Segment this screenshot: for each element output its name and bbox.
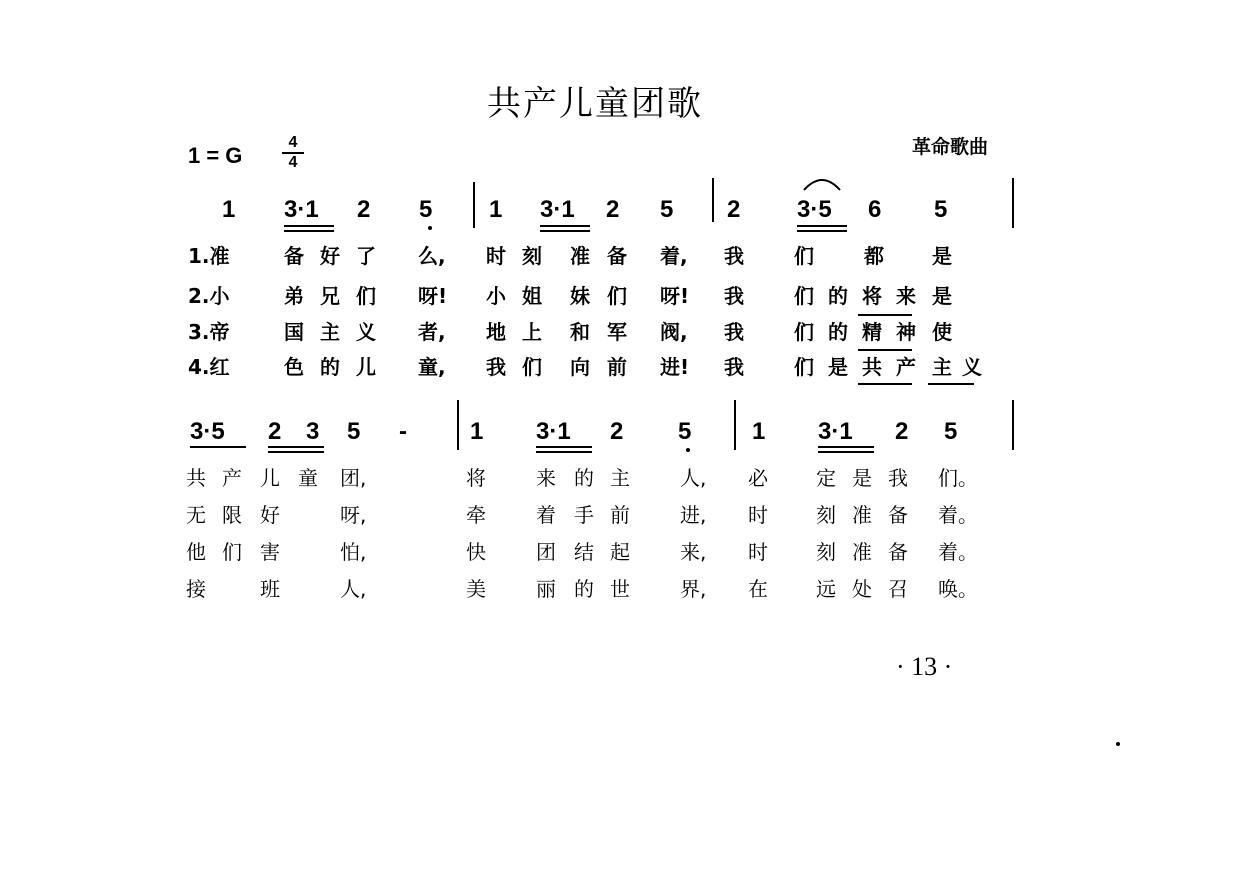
lyric-syllable: 主 [320,320,340,344]
beam-line [190,446,246,448]
lyric-syllable: 好 [260,503,280,527]
lyric-slur-line [858,314,912,316]
barline [1012,400,1014,450]
lyric-syllable: 刻 [816,503,836,527]
lyric-syllable: 色 [284,355,304,379]
note: 2 [727,196,741,223]
lyric-syllable: 了 [356,244,376,268]
lyric-syllable: 备 [888,540,908,564]
lyric-syllable: 军 [607,320,627,344]
note: 1 [222,196,236,223]
lyric-syllable: 是 [932,244,952,268]
note: 3 [306,418,320,445]
lyric-syllable: 时 [748,503,768,527]
lyric-syllable: 儿 [260,466,280,490]
lyric-syllable: 妹 [570,284,590,308]
note: 3·1 [818,418,853,445]
note: 2 [357,196,371,223]
barline [473,182,475,228]
note: 5 [419,196,433,223]
lyric-syllable: 童, [418,355,446,379]
note: 3·1 [540,196,575,223]
lyric-syllable: 接 [186,577,206,601]
lyric-syllable: 结 [574,540,594,564]
lyric-syllable: 兄 [320,284,340,308]
lyric-syllable: 起 [610,540,630,564]
lyric-syllable: 是 [852,466,872,490]
lyric-syllable: 准 [852,503,872,527]
beam-line [268,446,324,448]
barline [1012,178,1014,228]
lyric-syllable: 前 [610,503,630,527]
lyric-slur-line [858,383,912,385]
lyric-syllable: 小 [486,284,506,308]
lyric-syllable: 的 [828,284,848,308]
lyric-syllable: 班 [260,577,280,601]
lyric-syllable: 呀! [418,284,448,308]
lyric-syllable: 3.帝 [188,320,230,344]
note: 1 [489,196,503,223]
lyric-syllable: 的 [828,320,848,344]
lyric-syllable: 共 [186,466,206,490]
lyric-syllable: 我 [486,355,506,379]
lyric-syllable: 呀, [340,503,367,527]
lyric-syllable: 人, [680,466,707,490]
octave-dot [686,448,690,452]
lyric-syllable: 将 [466,466,486,490]
lyric-syllable: 者, [418,320,446,344]
lyric-syllable: 的 [320,355,340,379]
lyric-syllable: 着。 [938,503,978,527]
lyric-syllable: 刻 [816,540,836,564]
lyric-syllable: 是 [828,355,848,379]
lyric-syllable: 是 [932,284,952,308]
lyric-syllable: 着。 [938,540,978,564]
lyric-syllable: 处 [852,577,872,601]
note: 1 [470,418,484,445]
lyric-syllable: 世 [610,577,630,601]
lyric-syllable: 定 [816,466,836,490]
slur-arc [802,176,842,192]
lyric-syllable: 弟 [284,284,304,308]
lyric-syllable: 4.红 [188,355,230,379]
lyric-syllable: 无 [186,503,206,527]
barline [734,400,736,450]
lyric-syllable: 我 [724,355,744,379]
note: 3·5 [190,418,225,445]
lyric-syllable: 的 [574,466,594,490]
note: 2 [268,418,282,445]
lyric-syllable: 都 [864,244,884,268]
lyric-syllable: 手 [574,503,594,527]
lyric-syllable: 们 [356,284,376,308]
lyric-slur-line [858,349,912,351]
note: 5 [660,196,674,223]
lyric-syllable: 备 [607,244,627,268]
lyric-syllable: 唤。 [938,577,978,601]
note: 5 [934,196,948,223]
lyric-syllable: 义 [356,320,376,344]
lyric-syllable: 怕, [340,540,367,564]
lyric-syllable: 快 [466,540,486,564]
octave-dot [428,226,432,230]
lyric-syllable: 我 [724,320,744,344]
barline [712,178,714,222]
lyric-syllable: 在 [748,577,768,601]
lyric-syllable: 阀, [660,320,688,344]
note: 5 [678,418,692,445]
note: 1 [752,418,766,445]
lyric-syllable: 着, [660,244,688,268]
lyric-syllable: 们 [794,244,814,268]
lyric-syllable: 姐 [522,284,542,308]
lyric-slur-line [928,383,974,385]
lyric-syllable: 来 [896,284,916,308]
note: 3·1 [536,418,571,445]
lyric-syllable: 们 [794,320,814,344]
note: 2 [610,418,624,445]
note: 3·5 [797,196,832,223]
lyric-syllable: 童 [298,466,318,490]
lyric-syllable: 的 [574,577,594,601]
beam-line [540,225,590,227]
note: 2 [895,418,909,445]
lyric-syllable: 向 [570,355,590,379]
beam-line [797,230,847,232]
lyric-syllable: 着 [536,503,556,527]
note: 6 [868,196,882,223]
lyric-syllable: 团 [536,540,556,564]
lyric-syllable: 精 [862,320,882,344]
lyric-syllable: 们 [794,355,814,379]
lyric-syllable: 儿 [356,355,376,379]
lyric-syllable: 时 [748,540,768,564]
lyric-syllable: 牵 [466,503,486,527]
lyric-syllable: 产 [222,466,242,490]
lyric-syllable: 国 [284,320,304,344]
lyric-syllable: 召 [888,577,908,601]
lyric-syllable: 神 [896,320,916,344]
lyric-syllable: 1.准 [188,244,230,268]
lyric-syllable: 远 [816,577,836,601]
lyric-syllable: 主 [610,466,630,490]
beam-line [536,446,592,448]
lyric-syllable: 我 [724,244,744,268]
lyric-syllable: 将 [862,284,882,308]
lyric-syllable: 界, [680,577,707,601]
lyric-syllable: 产 [896,355,916,379]
note: - [399,418,407,445]
time-signature-top: 4 [282,134,304,154]
lyric-syllable: 必 [748,466,768,490]
lyric-syllable: 美 [466,577,486,601]
lyric-syllable: 丽 [536,577,556,601]
lyric-syllable: 么, [418,244,446,268]
lyric-syllable: 和 [570,320,590,344]
note: 2 [606,196,620,223]
lyric-syllable: 前 [607,355,627,379]
lyric-syllable: 准 [570,244,590,268]
lyric-syllable: 限 [222,503,242,527]
beam-line [797,225,847,227]
beam-line [284,230,334,232]
lyric-syllable: 好 [320,244,340,268]
time-signature [282,134,304,172]
lyric-syllable: 主 [932,355,952,379]
lyric-syllable: 我 [888,466,908,490]
lyric-syllable: 备 [284,244,304,268]
lyric-syllable: 们 [794,284,814,308]
beam-line [818,451,874,453]
note: 5 [944,418,958,445]
note: 5 [347,418,361,445]
lyric-syllable: 时 [486,244,506,268]
lyric-syllable: 共 [862,355,882,379]
page-title: 共产儿童团歌 [487,84,703,124]
scan-speck [1116,742,1120,746]
beam-line [268,451,324,453]
lyric-syllable: 义 [962,355,982,379]
key-signature: 1 = G [188,143,243,168]
lyric-syllable: 刻 [522,244,542,268]
beam-line [536,451,592,453]
beam-line [818,446,874,448]
note: 3·1 [284,196,319,223]
lyric-syllable: 上 [522,320,542,344]
lyric-syllable: 进! [660,355,690,379]
lyric-syllable: 进, [680,503,707,527]
song-credit: 革命歌曲 [912,136,989,158]
lyric-syllable: 害 [260,540,280,564]
lyric-syllable: 地 [486,320,506,344]
page-number: · 13 · [896,652,953,681]
lyric-syllable: 使 [932,320,952,344]
lyric-syllable: 我 [724,284,744,308]
lyric-syllable: 人, [340,577,367,601]
beam-line [284,225,334,227]
lyric-syllable: 呀! [660,284,690,308]
lyric-syllable: 2.小 [188,284,230,308]
lyric-syllable: 团, [340,466,367,490]
time-signature-bottom: 4 [288,154,298,171]
lyric-syllable: 们。 [938,466,978,490]
beam-line [540,230,590,232]
lyric-syllable: 们 [522,355,542,379]
lyric-syllable: 们 [607,284,627,308]
lyric-syllable: 来, [680,540,707,564]
barline [457,400,459,450]
lyric-syllable: 准 [852,540,872,564]
lyric-syllable: 备 [888,503,908,527]
lyric-syllable: 他 [186,540,206,564]
lyric-syllable: 来 [536,466,556,490]
lyric-syllable: 们 [222,540,242,564]
